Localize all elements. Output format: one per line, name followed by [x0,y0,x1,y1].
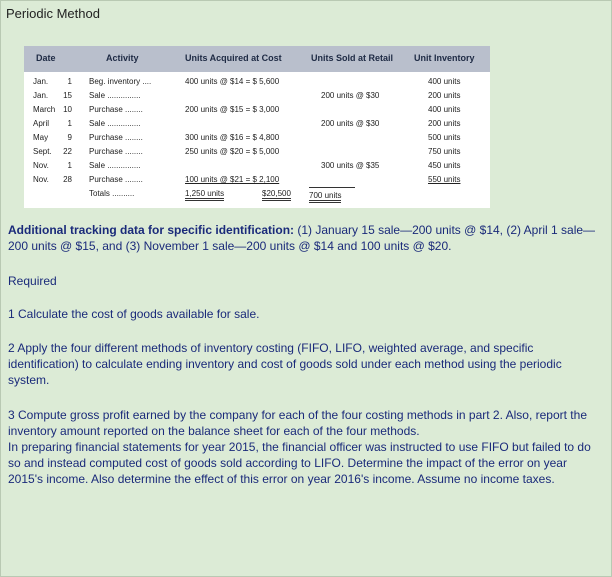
row-day: 10 [63,105,72,114]
row-activity: Sale ............... [89,161,141,170]
row-inventory: 500 units [428,133,461,142]
additional-tracking [8,222,604,254]
header-acquired: Units Acquired at Cost [185,53,282,63]
inventory-table [24,46,490,208]
row-day: 28 [63,175,72,184]
row-inventory: 450 units [428,161,461,170]
row-acquired: 200 units @ $15 = $ 3,000 [185,105,280,114]
row-activity: Sale ............... [89,119,141,128]
additional-text: (1) January 15 sale—200 units @ $14, (2) April 1 sale—200 units @ $15, and (3) November 1 sale—200 units @ $14 and 100 units @ $20. [8,223,596,253]
row-inventory: 400 units [428,105,461,114]
row-month: Nov. [33,161,49,170]
header-inventory: Unit Inventory [414,53,475,63]
question-1: 1 Calculate the cost of goods available for sale. [8,307,260,321]
row-acquired: 400 units @ $14 = $ 5,600 [185,77,280,86]
question-3-part-a: 3 Compute gross profit earned by the company for each of the four costing methods in part 2. Also, report the inventory amount reported on the balance sheet for each of the four methods. [8,408,587,438]
header-date: Date [36,53,56,63]
row-inventory: 550 units [428,175,461,184]
totals-label: Totals .......... [89,189,135,198]
row-month: Jan. [33,77,49,86]
row-activity: Beg. inventory .... [89,77,152,86]
question-3 [8,407,604,487]
row-activity: Purchase ........ [89,133,143,142]
row-inventory: 750 units [428,147,461,156]
row-month: Sept. [33,147,52,156]
row-day: 15 [63,91,72,100]
row-day: 9 [67,133,72,142]
question-3-part-b: In preparing financial statements for year 2015, the financial officer was instructed to use FIFO but failed to do so and instead computed cost of goods sold according to LIFO. Determine the impact of the error on year 2015's income. Also determine the effect of this error on year 2016's income. Assume no income taxes. [8,440,591,486]
header-activity: Activity [106,53,139,63]
row-day: 1 [67,119,72,128]
question-2: 2 Apply the four different methods of inventory costing (FIFO, LIFO, weighted average, and specific identification) to calculate ending inventory and cost of goods sold under each method using the periodic system. [8,341,562,387]
totals-sold-units: 700 units [309,191,341,203]
row-month: Jan. [33,91,49,100]
row-acquired: 250 units @ $20 = $ 5,000 [185,147,280,156]
row-day: 1 [67,77,72,86]
header-sold: Units Sold at Retail [311,53,394,63]
row-acquired: 300 units @ $16 = $ 4,800 [185,133,280,142]
additional-bold: Additional tracking data for specific identification: [8,223,295,237]
row-day: 1 [67,161,72,170]
required-label: Required [8,274,57,288]
totals-acquired-cost: $20,500 [262,189,291,201]
table-header [24,46,490,72]
row-sold: 300 units @ $35 [321,161,380,170]
row-acquired: 100 units @ $21 = $ 2,100 [185,175,280,184]
sold-sum-line [309,187,355,188]
row-activity: Purchase ........ [89,105,143,114]
page-title: Periodic Method [6,6,100,21]
row-inventory: 200 units [428,91,461,100]
row-inventory: 200 units [428,119,461,128]
row-sold: 200 units @ $30 [321,91,380,100]
row-sold: 200 units @ $30 [321,119,380,128]
row-month: April [33,119,50,128]
row-activity: Purchase ........ [89,147,143,156]
totals-acquired-units: 1,250 units [185,189,224,201]
row-inventory: 400 units [428,77,461,86]
row-activity: Sale ............... [89,91,141,100]
row-month: May [33,133,49,142]
row-day: 22 [63,147,72,156]
row-month: March [33,105,56,114]
row-month: Nov. [33,175,49,184]
row-activity: Purchase ........ [89,175,143,184]
